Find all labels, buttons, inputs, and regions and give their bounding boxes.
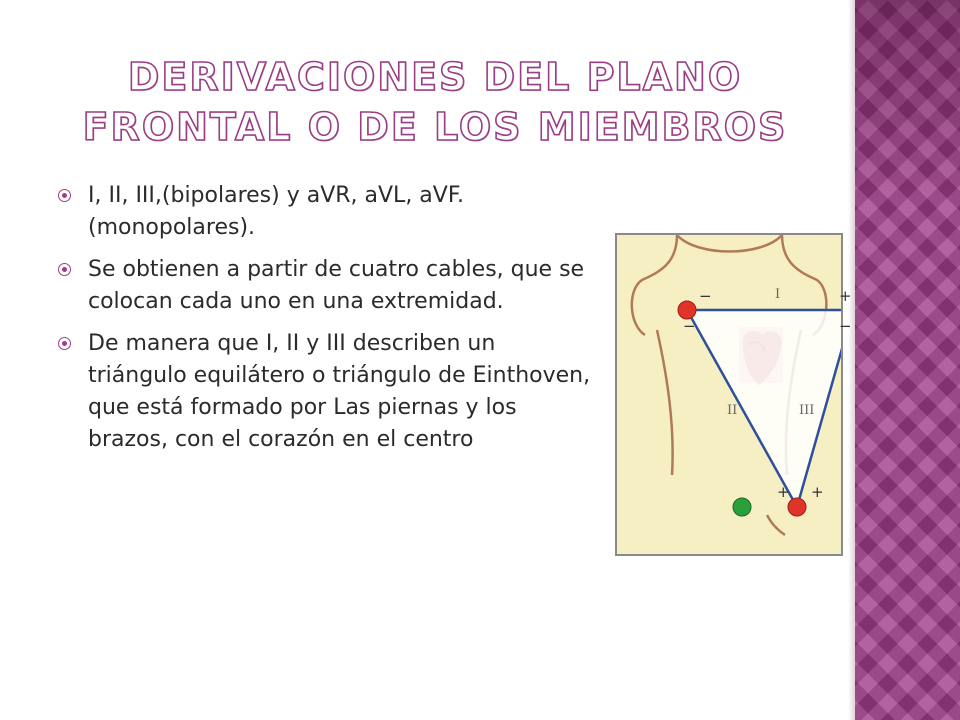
bullet-text-2: Se obtienen a partir de cuatro cables, que se colocan cada uno en una extremidad.: [88, 257, 585, 314]
left-leg-electrode: [788, 498, 806, 516]
decorative-side-band: [855, 0, 960, 720]
lead-III-minus-sign: −: [839, 317, 852, 335]
waist-outline: [767, 515, 785, 535]
lead-III-label: III: [799, 403, 815, 418]
bullet-text-1: I, II, III,(bipolares) y aVR, aVL, aVF.(monopolares).: [88, 183, 464, 240]
einthoven-triangle-diagram: [615, 233, 852, 556]
triangle-fill: [687, 310, 841, 507]
bullet-text-3: De manera que I, II y III describen un triángulo equilátero o triángulo de Einthoven, que está formado por Las piernas y los brazos, con el corazón en el centro: [88, 331, 591, 452]
lead-I-plus-sign: +: [839, 287, 852, 305]
bullet-icon: [58, 263, 71, 276]
bullet-list: [58, 180, 593, 466]
bullet-item-2: [58, 254, 593, 318]
lead-II-label: II: [727, 403, 738, 418]
lead-I-label: I: [775, 287, 781, 302]
lead-II-minus-sign: −: [683, 317, 696, 335]
lead-III-plus-sign: +: [811, 483, 824, 501]
left-arm-outline: [657, 330, 673, 475]
right-leg-ground-electrode: [733, 498, 751, 516]
lead-I-minus-sign: −: [699, 287, 712, 305]
slide-title: DERIVACIONES DEL PLANO FRONTAL O DE LOS MIEMBROS: [82, 55, 788, 149]
torso-outline: [632, 235, 677, 335]
neck-outline: [677, 235, 782, 252]
lead-II-plus-sign: +: [777, 483, 790, 501]
bullet-icon: [58, 337, 71, 350]
bullet-icon: [58, 189, 71, 202]
bullet-item-1: [58, 180, 593, 244]
bullet-item-3: [58, 328, 593, 456]
diagram-drawing: [617, 235, 841, 554]
